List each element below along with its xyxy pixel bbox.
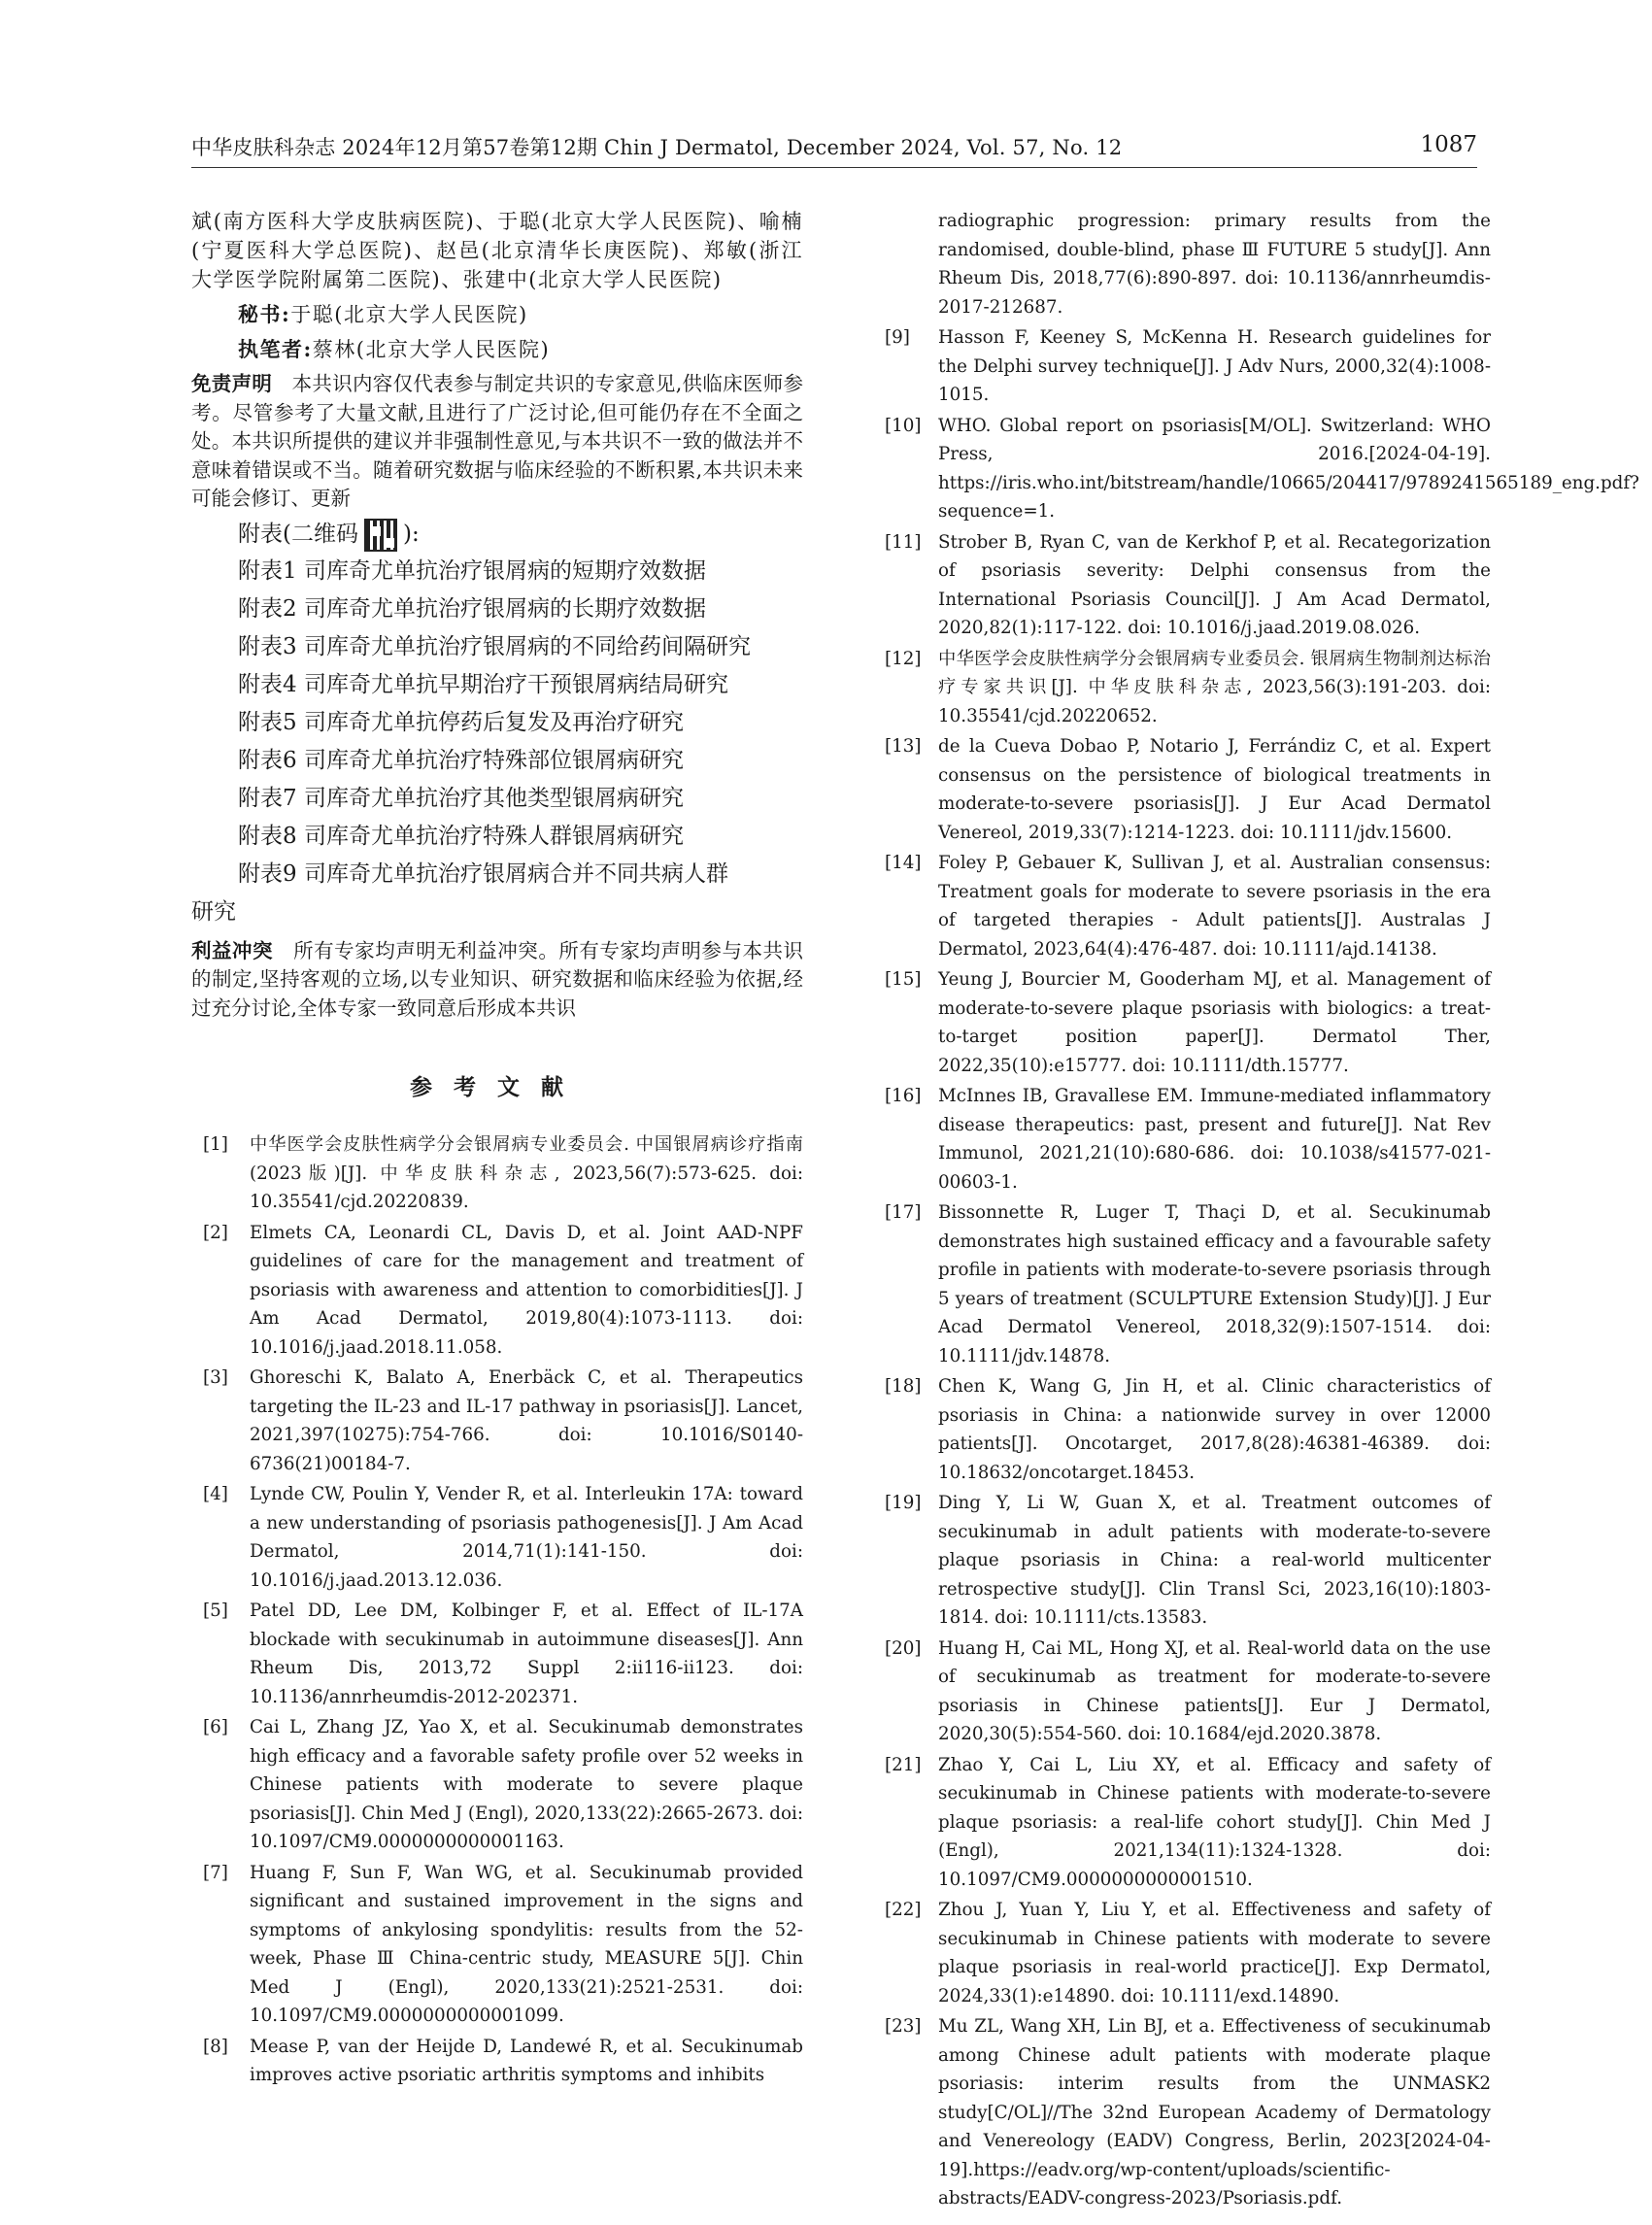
- running-header: [191, 132, 1477, 168]
- reference-item: [885, 1489, 1491, 1633]
- reference-text: Chen K, Wang G, Jin H, et al. Clinic characteristics of psoriasis in China: a nationwide survey in over 12000 patients[J]. Oncotarget, 2017,8(28):46381-46389. doi: 10.18632/oncotarget.18453.: [938, 1376, 1491, 1483]
- writer-line: [191, 335, 803, 364]
- qr-code-icon: [364, 519, 397, 552]
- reference-item: [885, 528, 1491, 643]
- coi-text: 所有专家均声明无利益冲突。所有专家均声明参与本共识的制定,坚持客观的立场,以专业知识、研究数据和临床经验为依据,经过充分讨论,全体专家一致同意后形成本共识: [191, 938, 803, 1020]
- reference-number: [12]: [885, 648, 922, 669]
- reference-item: [885, 965, 1491, 1080]
- reference-number: [18]: [885, 1376, 922, 1397]
- reference-text: Hasson F, Keeney S, McKenna H. Research guidelines for the Delphi survey technique[J]. J Adv Nurs, 2000,32(4):1008-1015.: [938, 327, 1491, 405]
- reference-text: Zhou J, Yuan Y, Liu Y, et al. Effectiveness and safety of secukinumab in Chinese patients with moderate to severe plaque psoriasis in real-world practice[J]. Exp Dermatol, 2024,33(1):e14890. doi: 10.1111/exd.14890.: [938, 1900, 1491, 2006]
- writer-value: 蔡林(北京大学人民医院): [312, 338, 551, 361]
- appendix-heading-end: ):: [402, 521, 420, 547]
- conflict-of-interest: [191, 937, 803, 1024]
- reference-item: [885, 849, 1491, 963]
- reference-number: [22]: [885, 1900, 922, 1920]
- reference-number: [15]: [885, 969, 922, 990]
- reference-number: [7]: [203, 1862, 228, 1883]
- reference-text: Zhao Y, Cai L, Liu XY, et al. Efficacy and safety of secukinumab in Chinese patients with moderate-to-severe plaque psoriasis: a real-life cohort study[J]. Chin Med J (Engl), 2021,134(11):1324-1328. doi: 10.1097/CM9.0000000000001510.: [938, 1754, 1491, 1890]
- disclaimer-text: 本共识内容仅代表参与制定共识的专家意见,供临床医师参考。尽管参考了大量文献,且进行了广泛讨论,但可能仍存在不全面之处。本共识所提供的建议并非强制性意见,与本共识不一致的做法并不意味着错误或不当。随着研究数据与临床经验的不断积累,本共识未来可能会修订、更新: [191, 372, 804, 510]
- reference-number: [4]: [203, 1484, 228, 1504]
- left-column: [191, 207, 803, 2092]
- reference-item: [191, 1219, 803, 1363]
- appendix-item: 附表3 司库奇尤单抗治疗银屑病的不同给药间隔研究: [238, 633, 751, 659]
- secretary-label: 秘书:: [238, 302, 291, 326]
- disclaimer: [191, 370, 803, 514]
- right-column: [885, 207, 1639, 2215]
- reference-number: [14]: [885, 853, 922, 873]
- reference-text: Huang F, Sun F, Wan WG, et al. Secukinumab provided significant and sustained improvement in the signs and symptoms of ankylosing spondylitis: results from the 52-week, Phase Ⅲ China-centric study, MEASURE 5[J]. Chin Med J (Engl), 2020,133(21):2521-2531. doi: 10.1097/CM9.0000000000001099.: [250, 1862, 803, 2026]
- disclaimer-label: 免责声明: [191, 372, 273, 395]
- reference-item: [885, 2012, 1491, 2213]
- reference-8-continued: radiographic progression: primary results from the randomised, double-blind, phase Ⅲ FUTURE 5 study[J]. Ann Rheum Dis, 2018,77(6):890-897. doi: 10.1136/annrheumdis-2017-212687.: [938, 211, 1491, 318]
- reference-number: [5]: [203, 1601, 228, 1621]
- reference-item: [191, 1480, 803, 1595]
- reference-number: [2]: [203, 1222, 228, 1243]
- secretary-value: 于聪(北京大学人民医院): [290, 303, 528, 326]
- reference-item: [885, 323, 1491, 410]
- page-number: 1087: [1420, 132, 1477, 157]
- appendix-item: 附表1 司库奇尤单抗治疗银屑病的短期疗效数据: [238, 557, 706, 584]
- reference-number: [13]: [885, 736, 922, 757]
- reference-number: [8]: [203, 2036, 228, 2057]
- expert-list-continued: 斌(南方医科大学皮肤病医院)、于聪(北京大学人民医院)、喻楠(宁夏医科大学总医院)、赵邑(北京清华长庚医院)、郑敏(浙江大学医学院附属第二医院)、张建中(北京大学人民医院): [191, 210, 803, 291]
- reference-item: [191, 1713, 803, 1857]
- reference-text: Bissonnette R, Luger T, Thaçi D, et al. Secukinumab demonstrates high sustained efficacy and a favourable safety profile in patients with moderate-to-severe psoriasis through 5 years of treatment (SCULPTURE Extension Study)[J]. J Eur Acad Dermatol Venereol, 2018,32(9):1507-1514. doi: 10.1111/jdv.14878.: [938, 1202, 1491, 1366]
- reference-list-left: [191, 1130, 803, 2090]
- reference-number: [3]: [203, 1367, 228, 1388]
- reference-text: Huang H, Cai ML, Hong XJ, et al. Real-world data on the use of secukinumab as treatment for moderate-to-severe psoriasis in Chinese patients[J]. Eur J Dermatol, 2020,30(5):554-560. doi: 10.1684/ejd.2020.3878.: [938, 1637, 1491, 1744]
- reference-number: [9]: [885, 327, 910, 348]
- appendix-item: 附表5 司库奇尤单抗停药后复发及再治疗研究: [238, 709, 684, 735]
- reference-number: [11]: [885, 531, 922, 553]
- reference-item: [885, 732, 1491, 847]
- reference-number: [16]: [885, 1086, 922, 1106]
- reference-item: [191, 2033, 803, 2090]
- appendix-item: 附表7 司库奇尤单抗治疗其他类型银屑病研究: [238, 785, 684, 811]
- reference-text: Yeung J, Bourcier M, Gooderham MJ, et al. Management of moderate-to-severe plaque psoriasis with biologics: a treat-to-target position paper[J]. Dermatol Ther, 2022,35(10):e15777. doi: 10.1111/dth.15777.: [938, 969, 1491, 1076]
- appendix-item: 附表2 司库奇尤单抗治疗银屑病的长期疗效数据: [238, 595, 706, 622]
- reference-item: [885, 1635, 1491, 1749]
- appendix-heading-text: 附表(二维码: [238, 521, 358, 547]
- appendix-item: 附表8 司库奇尤单抗治疗特殊人群银屑病研究: [238, 823, 684, 849]
- appendix-item: 附表6 司库奇尤单抗治疗特殊部位银屑病研究: [238, 747, 684, 773]
- reference-item: [191, 1597, 803, 1711]
- reference-item: [885, 1751, 1491, 1895]
- reference-number: [10]: [885, 415, 922, 436]
- appendix-item: 附表4 司库奇尤单抗早期治疗干预银屑病结局研究: [238, 671, 728, 697]
- reference-text: de la Cueva Dobao P, Notario J, Ferrándiz C, et al. Expert consensus on the persistence of biological treatments in moderate-to-severe psoriasis[J]. J Eur Acad Dermatol Venereol, 2019,33(7):1214-1223. doi: 10.1111/jdv.15600.: [938, 736, 1491, 843]
- reference-item: [885, 1896, 1491, 2010]
- reference-item: [191, 1364, 803, 1478]
- reference-number: [6]: [203, 1717, 228, 1737]
- reference-number: [19]: [885, 1493, 922, 1513]
- appendix-item-9: [191, 856, 803, 931]
- reference-item: [885, 1198, 1491, 1370]
- reference-number: [23]: [885, 2016, 922, 2037]
- reference-text: Strober B, Ryan C, van de Kerkhof P, et al. Recategorization of psoriasis severity: Delphi consensus from the International Psoriasis Council[J]. J Am Acad Dermatol, 2020,82(1):117-122. doi: 10.1016/j.jaad.2019.08.026.: [938, 531, 1491, 638]
- reference-item: [191, 1130, 803, 1217]
- reference-text: 中华医学会皮肤性病学分会银屑病专业委员会. 中国银屑病诊疗指南(2023版)[J]. 中华皮肤科杂志, 2023,56(7):573-625. doi: 10.35541/cjd.20220839.: [250, 1134, 803, 1212]
- reference-text: Mease P, van der Heijde D, Landewé R, et al. Secukinumab improves active psoriatic arthritis symptoms and inhibits: [250, 2036, 803, 2085]
- reference-item: [885, 645, 1491, 731]
- reference-item: [885, 1372, 1491, 1487]
- reference-text: Patel DD, Lee DM, Kolbinger F, et al. Effect of IL-17A blockade with secukinumab in autoimmune diseases[J]. Ann Rheum Dis, 2013,72 Suppl 2:ii116-ii123. doi: 10.1136/annrheumdis-2012-202371.: [250, 1601, 803, 1707]
- reference-item: [191, 1859, 803, 2031]
- reference-item: [885, 412, 1639, 526]
- reference-number: [21]: [885, 1754, 922, 1775]
- reference-text: Ding Y, Li W, Guan X, et al. Treatment outcomes of secukinumab in adult patients with moderate-to-severe plaque psoriasis in China: a real-world multicenter retrospective study[J]. Clin Transl Sci, 2023,16(10):1803-1814. doi: 10.1111/cts.13583.: [938, 1493, 1491, 1628]
- reference-text: Elmets CA, Leonardi CL, Davis D, et al. Joint AAD-NPF guidelines of care for the management and treatment of psoriasis with awareness and attention to comorbidities[J]. J Am Acad Dermatol, 2019,80(4):1073-1113. doi: 10.1016/j.jaad.2018.11.058.: [250, 1222, 803, 1358]
- appendix-item-9-text: 附表9 司库奇尤单抗治疗银屑病合并不同共病人群: [238, 860, 728, 887]
- references-heading: 参考文献: [410, 1074, 585, 1100]
- reference-text: McInnes IB, Gravallese EM. Immune-mediated inflammatory disease therapeutics: past, present and future[J]. Nat Rev Immunol, 2021,21(10):680-686. doi: 10.1038/s41577-021-00603-1.: [938, 1086, 1491, 1193]
- reference-text: Mu ZL, Wang XH, Lin BJ, et a. Effectiveness of secukinumab among Chinese adult patients with moderate plaque psoriasis: interim results from the UNMASK2 study[C/OL]//The 32nd European Academy of Dermatology and Venereology (EADV) Congress, Berlin, 2023[2024-04-19].https://eadv.org/wp-content/uploads/scientific-abstracts/EADV-congress-2023/Psoriasis.pdf.: [938, 2016, 1491, 2208]
- writer-label: 执笔者:: [238, 337, 313, 361]
- reference-text: 中华医学会皮肤性病学分会银屑病专业委员会. 银屑病生物制剂达标治疗专家共识[J]. 中华皮肤科杂志, 2023,56(3):191-203. doi: 10.35541/cjd.20220652.: [938, 648, 1491, 726]
- reference-number: [1]: [203, 1134, 228, 1155]
- reference-text: WHO. Global report on psoriasis[M/OL]. Switzerland: WHO Press, 2016.[2024-04-19]. https://iris.who.int/bitstream/handle/10665/204417/9789241565189_eng.pdf?sequence=1.: [938, 415, 1639, 522]
- reference-number: [20]: [885, 1637, 922, 1659]
- appendix-item-9-cont: 研究: [191, 898, 236, 925]
- reference-text: Ghoreschi K, Balato A, Enerbäck C, et al. Therapeutics targeting the IL-23 and IL-17 pathway in psoriasis[J]. Lancet, 2021,397(10275):754-766. doi: 10.1016/S0140-6736(21)00184-7.: [250, 1367, 803, 1474]
- appendix-list: [191, 553, 803, 931]
- reference-number: [17]: [885, 1202, 922, 1223]
- journal-citation: 中华皮肤科杂志 2024年12月第57卷第12期 Chin J Dermatol, December 2024, Vol. 57, No. 12: [191, 136, 1123, 159]
- reference-item: [885, 1082, 1491, 1197]
- appendix-heading: [191, 516, 803, 553]
- reference-text: Foley P, Gebauer K, Sullivan J, et al. Australian consensus: Treatment goals for moderate to severe psoriasis in the era of targeted therapies - Adult patients[J]. Australas J Dermatol, 2023,64(4):476-487. doi: 10.1111/ajd.14138.: [938, 853, 1491, 960]
- coi-label: 利益冲突: [191, 938, 274, 962]
- secretary-line: [191, 300, 803, 329]
- reference-text: Cai L, Zhang JZ, Yao X, et al. Secukinumab demonstrates high efficacy and a favorable safety profile over 52 weeks in Chinese patients with moderate to severe plaque psoriasis[J]. Chin Med J (Engl), 2020,133(22):2665-2673. doi: 10.1097/CM9.0000000000001163.: [250, 1717, 803, 1852]
- reference-text: Lynde CW, Poulin Y, Vender R, et al. Interleukin 17A: toward a new understanding of psoriasis pathogenesis[J]. J Am Acad Dermatol, 2014,71(1):141-150. doi: 10.1016/j.jaad.2013.12.036.: [250, 1484, 803, 1591]
